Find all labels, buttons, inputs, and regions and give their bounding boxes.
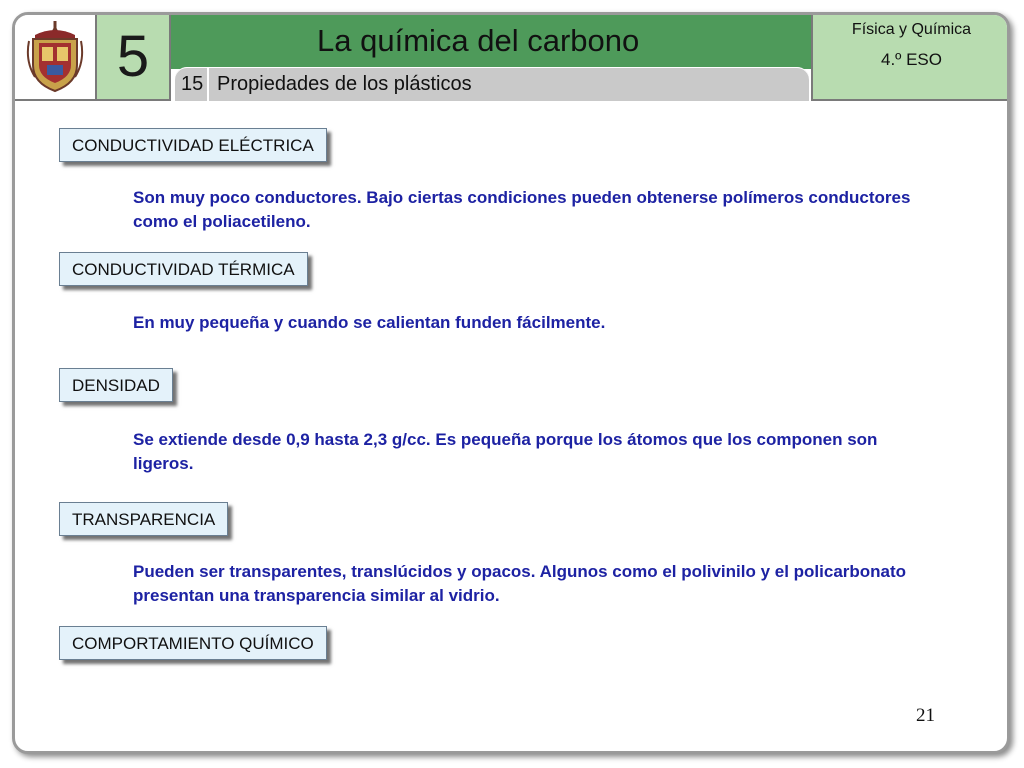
label-conductividad-termica: CONDUCTIVIDAD TÉRMICA (59, 252, 308, 286)
subtitle-bar (175, 67, 809, 101)
title-bar (171, 15, 811, 69)
section-title: Propiedades de los plásticos (217, 73, 472, 95)
chapter-box (97, 15, 171, 101)
text-conductividad-termica: En muy pequeña y cuando se calientan funden fácilmente. (133, 313, 606, 332)
slide-frame (12, 12, 1010, 754)
page-number: 21 (916, 705, 935, 726)
text-conductividad-electrica: Son muy poco conductores. Bajo ciertas condiciones pueden obtenerse polímeros conductores como el poliacetileno. (133, 188, 911, 231)
section-number: 15 (181, 73, 204, 95)
logo-container (15, 15, 97, 101)
subject-name: Física y Química (851, 21, 972, 38)
text-transparencia: Pueden ser transparentes, translúcidos y opacos. Algunos como el polivinilo y el policarbonato presentan una transparencia similar al vidrio. (133, 562, 907, 605)
label-comportamiento-quimico: COMPORTAMIENTO QUÍMICO (59, 626, 327, 660)
subject-box (811, 15, 1010, 101)
chapter-number: 5 (116, 24, 150, 89)
text-densidad: Se extiende desde 0,9 hasta 2,3 g/cc. Es pequeña porque los átomos que los componen son ligeros. (133, 430, 878, 473)
school-crest-icon (25, 21, 85, 95)
chapter-title: La química del carbono (317, 23, 640, 58)
label-conductividad-electrica: CONDUCTIVIDAD ELÉCTRICA (59, 128, 327, 162)
label-densidad: DENSIDAD (59, 368, 173, 402)
subtitle-divider (207, 67, 209, 101)
course-level: 4.º ESO (880, 50, 942, 69)
label-transparencia: TRANSPARENCIA (59, 502, 228, 536)
